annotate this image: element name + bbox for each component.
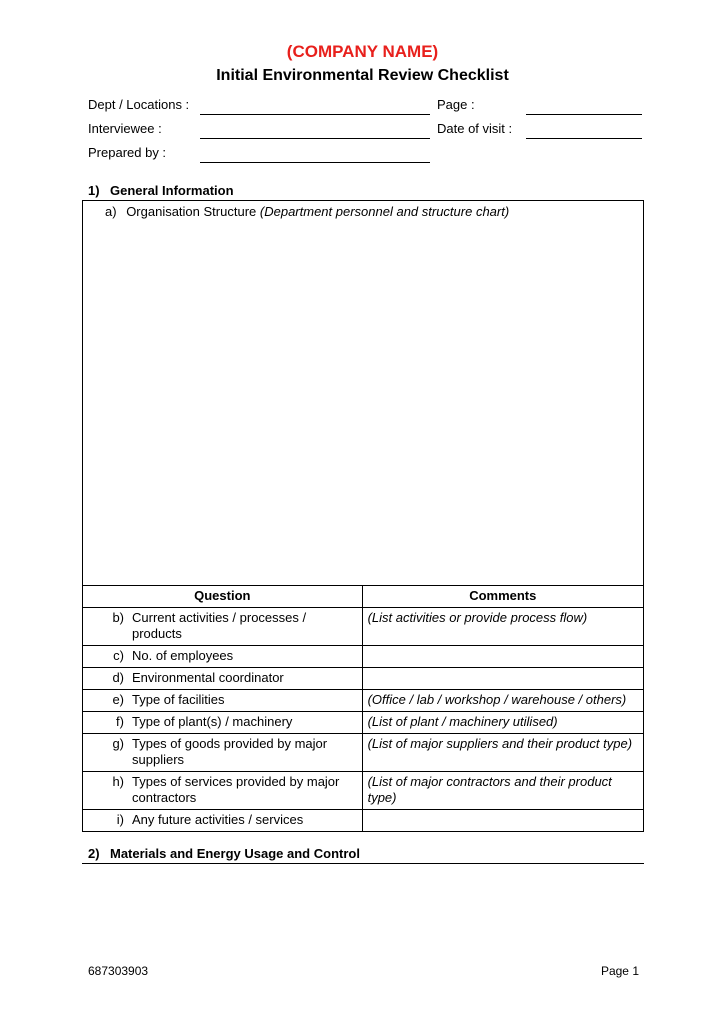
question-label: e) xyxy=(112,692,124,707)
question-label: h) xyxy=(112,774,124,789)
question-text: Types of goods provided by major suppliers xyxy=(132,736,328,767)
dept-label: Dept / Locations : xyxy=(88,97,190,112)
comment-cell[interactable]: (List of major contractors and their product type) xyxy=(362,772,643,810)
question-cell xyxy=(83,772,363,810)
prepared-by-label: Prepared by : xyxy=(88,145,167,160)
document-id: 687303903 xyxy=(88,964,149,978)
comment-cell[interactable]: (List of major suppliers and their product type) xyxy=(362,734,643,772)
dept-field[interactable] xyxy=(200,114,430,115)
item-a-text: Organisation Structure xyxy=(126,204,257,219)
interviewee-label: Interviewee : xyxy=(88,121,162,136)
section-1-number: 1) xyxy=(88,183,100,198)
question-label: f) xyxy=(116,714,124,729)
question-label: d) xyxy=(112,670,124,685)
section-2-heading xyxy=(88,846,360,861)
question-cell xyxy=(83,668,363,690)
question-cell xyxy=(83,734,363,772)
company-name: (COMPANY NAME) xyxy=(286,42,439,61)
comment-cell[interactable]: (List of plant / machinery utilised) xyxy=(362,712,643,734)
question-label: b) xyxy=(112,610,124,625)
comment-cell[interactable]: (Office / lab / workshop / warehouse / others) xyxy=(362,690,643,712)
question-cell xyxy=(83,712,363,734)
question-header: Question xyxy=(83,586,363,608)
date-of-visit-field[interactable] xyxy=(526,138,642,139)
question-text: Type of plant(s) / machinery xyxy=(132,714,293,729)
question-label: i) xyxy=(116,812,124,827)
section-2-rule xyxy=(82,863,644,864)
item-a-label: a) xyxy=(105,204,117,219)
table-row xyxy=(83,772,644,810)
question-cell xyxy=(83,690,363,712)
question-text: Any future activities / services xyxy=(132,812,304,827)
page-title: Initial Environmental Review Checklist xyxy=(216,67,509,84)
table-row xyxy=(83,608,644,646)
interviewee-field[interactable] xyxy=(200,138,430,139)
organisation-structure-box[interactable] xyxy=(82,200,644,586)
question-cell xyxy=(83,810,363,832)
table-row xyxy=(83,690,644,712)
table-row xyxy=(83,668,644,690)
question-text: Environmental coordinator xyxy=(132,670,284,685)
comment-cell[interactable] xyxy=(362,810,643,832)
date-of-visit-label: Date of visit : xyxy=(437,121,513,136)
question-cell xyxy=(83,608,363,646)
prepared-by-field[interactable] xyxy=(200,162,430,163)
question-label: c) xyxy=(113,648,124,663)
item-a xyxy=(105,204,509,219)
comment-cell[interactable] xyxy=(362,668,643,690)
page-label: Page : xyxy=(437,97,475,112)
table-row xyxy=(83,712,644,734)
comment-cell[interactable] xyxy=(362,646,643,668)
comments-header: Comments xyxy=(362,586,643,608)
section-1-title: General Information xyxy=(110,183,234,198)
table-header-row xyxy=(83,586,644,608)
section-2-number: 2) xyxy=(88,846,100,861)
section-2-title: Materials and Energy Usage and Control xyxy=(110,846,360,861)
table-row xyxy=(83,810,644,832)
general-info-table xyxy=(82,585,644,832)
question-text: Types of services provided by major contractors xyxy=(132,774,340,805)
question-text: Current activities / processes / products xyxy=(132,610,307,641)
question-label: g) xyxy=(112,736,124,751)
section-1-heading xyxy=(88,183,234,198)
page-number: Page 1 xyxy=(600,964,639,978)
question-text: Type of facilities xyxy=(132,692,225,707)
comment-cell[interactable]: (List activities or provide process flow) xyxy=(362,608,643,646)
question-cell xyxy=(83,646,363,668)
item-a-hint: (Department personnel and structure chart) xyxy=(259,204,510,219)
table-row xyxy=(83,646,644,668)
page-field[interactable] xyxy=(526,114,642,115)
table-row xyxy=(83,734,644,772)
question-text: No. of employees xyxy=(132,648,234,663)
